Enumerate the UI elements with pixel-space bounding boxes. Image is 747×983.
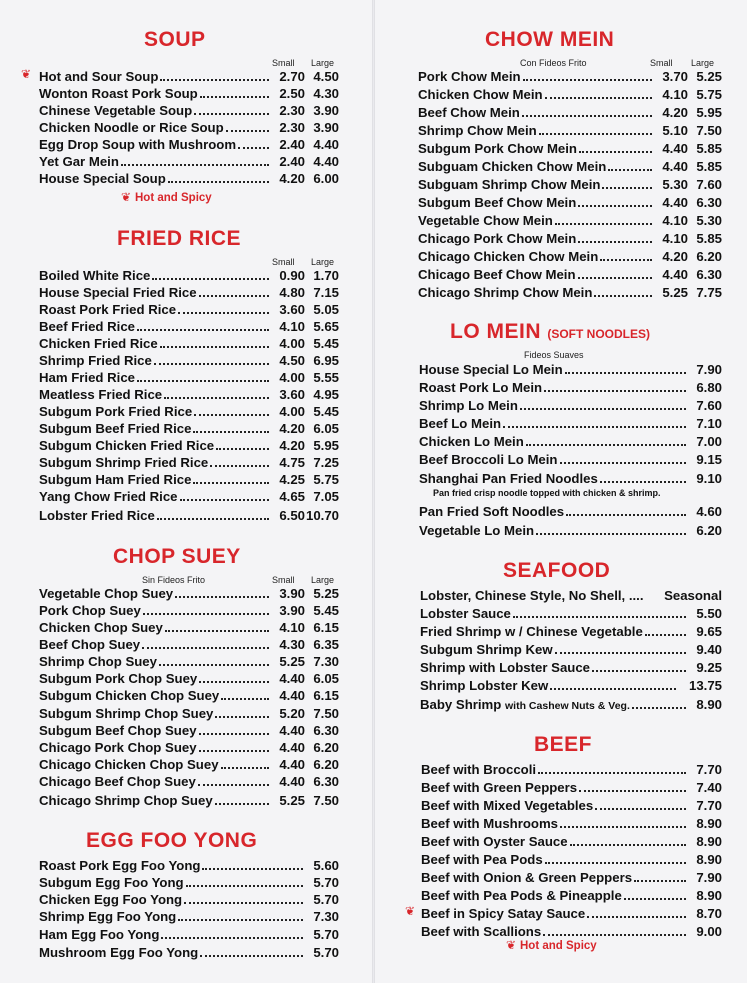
menu-item: Boiled White Rice 0.90 1.70 xyxy=(39,268,339,283)
menu-item: Shrimp Lobster Kew 13.75 xyxy=(420,678,722,693)
menu-item: Lobster Sauce 5.50 xyxy=(420,606,722,621)
menu-item: Subgum Beef Chop Suey 4.40 6.30 xyxy=(39,723,339,738)
menu-item: Shrimp Chop Suey 5.25 7.30 xyxy=(39,654,339,669)
menu-item: Chicken Chow Mein 4.10 5.75 xyxy=(418,87,722,102)
menu-item: Chicago Chicken Chow Mein 4.20 6.20 xyxy=(418,249,722,264)
fried-rice-title: FRIED RICE xyxy=(117,227,242,250)
menu-item: Beef with Mixed Vegetables 7.70 xyxy=(421,798,722,813)
menu-item: Baby Shrimp with Cashew Nuts & Veg. 8.90 xyxy=(420,697,722,712)
menu-item: Meatless Fried Rice 3.60 4.95 xyxy=(39,387,339,402)
page-fold xyxy=(372,0,375,983)
menu-item: Beef Fried Rice 4.10 5.65 xyxy=(39,319,339,334)
chop-suey-subtitle: Sin Fideos Frito xyxy=(142,575,206,585)
menu-item: Beef with Pea Pods & Pineapple 8.90 xyxy=(421,888,722,903)
menu-item: Chicken Noodle or Rice Soup 2.30 3.90 xyxy=(39,120,339,135)
menu-item: Beef with Green Peppers 7.40 xyxy=(421,780,722,795)
menu-item: Egg Drop Soup with Mushroom 2.40 4.40 xyxy=(39,137,339,152)
menu-item: Pork Chop Suey 3.90 5.45 xyxy=(39,603,339,618)
menu-item: Shrimp Chow Mein 5.10 7.50 xyxy=(418,123,722,138)
menu-item: Subgum Chicken Chop Suey 4.40 6.15 xyxy=(39,688,339,703)
menu-item: Shrimp Lo Mein 7.60 xyxy=(419,398,722,413)
menu-item: Hot and Sour Soup 2.70 4.50 xyxy=(39,69,339,84)
soup-title: SOUP xyxy=(144,28,206,51)
chow-mein-small-label: Small xyxy=(650,58,673,68)
chili-pepper-icon: ❦ xyxy=(121,190,132,204)
spicy-legend: Hot and Spicy xyxy=(520,940,597,952)
chop-suey-large-label: Large xyxy=(311,575,335,585)
menu-item: Subguam Shrimp Chow Mein 5.30 7.60 xyxy=(418,177,722,192)
menu-item: Beef Broccoli Lo Mein 9.15 xyxy=(419,452,722,467)
menu-item: Chicken Chop Suey 4.10 6.15 xyxy=(39,620,339,635)
spicy-legend: Hot and Spicy xyxy=(135,192,212,204)
menu-item: Roast Pork Egg Foo Yong 5.60 xyxy=(39,858,339,873)
chow-mein-subtitle: Con Fideos Frito xyxy=(520,58,587,68)
menu-item: Vegetable Chow Mein 4.10 5.30 xyxy=(418,213,722,228)
fried-rice-small-label: Small xyxy=(272,257,295,267)
chow-mein-large-label: Large xyxy=(691,58,715,68)
egg-foo-yong-title: EGG FOO YONG xyxy=(86,829,258,852)
menu-item: Chicago Shrimp Chow Mein 5.25 7.75 xyxy=(418,285,722,300)
menu-item: Shrimp with Lobster Sauce 9.25 xyxy=(420,660,722,675)
menu-item: House Special Soup 4.20 6.00 xyxy=(39,171,339,186)
chow-mein-title: CHOW MEIN xyxy=(485,28,615,51)
menu-item: Fried Shrimp w / Chinese Vegetable 9.65 xyxy=(420,624,722,639)
menu-item: Subgum Egg Foo Yong 5.70 xyxy=(39,875,339,890)
menu-item: Yet Gar Mein 2.40 4.40 xyxy=(39,154,339,169)
menu-item: Chinese Vegetable Soup 2.30 3.90 xyxy=(39,103,339,118)
menu-item: Subgum Shrimp Chop Suey 5.20 7.50 xyxy=(39,706,339,721)
chili-pepper-icon: ❦ xyxy=(506,938,517,952)
menu-item: Shrimp Egg Foo Yong 7.30 xyxy=(39,909,339,924)
menu-item: Yang Chow Fried Rice 4.65 7.05 xyxy=(39,489,339,504)
menu-item: Subgum Beef Fried Rice 4.20 6.05 xyxy=(39,421,339,436)
menu-item: Roast Pork Fried Rice 3.60 5.05 xyxy=(39,302,339,317)
menu-item: Beef with Broccoli 7.70 xyxy=(421,762,722,777)
menu-item: Beef with Pea Pods 8.90 xyxy=(421,852,722,867)
lo-mein-title: LO MEIN (SOFT NOODLES) xyxy=(450,320,651,343)
soup-small-label: Small xyxy=(272,58,295,68)
seafood-title: SEAFOOD xyxy=(503,559,611,582)
menu-item: Mushroom Egg Foo Yong 5.70 xyxy=(39,945,339,960)
menu-item: House Special Fried Rice 4.80 7.15 xyxy=(39,285,339,300)
menu-item: Subguam Chicken Chow Mein 4.40 5.85 xyxy=(418,159,722,174)
menu-item: Chicken Egg Foo Yong 5.70 xyxy=(39,892,339,907)
menu-item: Beef with Oyster Sauce 8.90 xyxy=(421,834,722,849)
menu-item: Ham Fried Rice 4.00 5.55 xyxy=(39,370,339,385)
menu-item: Subgum Pork Fried Rice 4.00 5.45 xyxy=(39,404,339,419)
chop-suey-small-label: Small xyxy=(272,575,295,585)
menu-item: Wonton Roast Pork Soup 2.50 4.30 xyxy=(39,86,339,101)
menu-item: Pan Fried Soft Noodles 4.60 xyxy=(419,504,722,519)
fried-rice-large-label: Large xyxy=(311,257,335,267)
menu-item: Subgum Pork Chow Mein 4.40 5.85 xyxy=(418,141,722,156)
menu-item: Chicago Beef Chow Mein 4.40 6.30 xyxy=(418,267,722,282)
menu-item: Shrimp Fried Rice 4.50 6.95 xyxy=(39,353,339,368)
menu-item: House Special Lo Mein 7.90 xyxy=(419,362,722,377)
menu-item: Beef with Onion & Green Peppers 7.90 xyxy=(421,870,722,885)
menu-item: Subgum Shrimp Fried Rice 4.75 7.25 xyxy=(39,455,339,470)
menu-item: Subgum Shrimp Kew 9.40 xyxy=(420,642,722,657)
menu-item: Chicago Pork Chow Mein 4.10 5.85 xyxy=(418,231,722,246)
menu-item: Chicago Shrimp Chop Suey 5.25 7.50 xyxy=(39,793,339,808)
menu-item: Subgum Ham Fried Rice 4.25 5.75 xyxy=(39,472,339,487)
lo-mein-subtitle: Fideos Suaves xyxy=(524,350,584,360)
menu-item: Lobster, Chinese Style, No Shell, .... Seasonal xyxy=(420,588,722,603)
menu-item: Beef Lo Mein 7.10 xyxy=(419,416,722,431)
menu-item: Beef Chow Mein 4.20 5.95 xyxy=(418,105,722,120)
menu-item: Chicago Beef Chop Suey 4.40 6.30 xyxy=(39,774,339,789)
beef-title: BEEF xyxy=(534,733,593,756)
shanghai-noodles-note: Pan fried crisp noodle topped with chicken & shrimp. xyxy=(433,488,661,498)
menu-item: Chicago Chicken Chop Suey 4.40 6.20 xyxy=(39,757,339,772)
menu-item: Subgum Chicken Fried Rice 4.20 5.95 xyxy=(39,438,339,453)
chili-pepper-icon: ❦ xyxy=(405,904,416,918)
chop-suey-title: CHOP SUEY xyxy=(113,545,241,568)
menu-item: Beef Chop Suey 4.30 6.35 xyxy=(39,637,339,652)
menu-item: Chicken Lo Mein 7.00 xyxy=(419,434,722,449)
menu-item: Beef with Scallions 9.00 xyxy=(421,924,722,939)
menu-item: Subgum Pork Chop Suey 4.40 6.05 xyxy=(39,671,339,686)
menu-item: Vegetable Chop Suey 3.90 5.25 xyxy=(39,586,339,601)
chili-pepper-icon: ❦ xyxy=(21,67,32,81)
menu-item: Lobster Fried Rice 6.50 10.70 xyxy=(39,508,339,523)
menu-item: Subgum Beef Chow Mein 4.40 6.30 xyxy=(418,195,722,210)
menu-item: Ham Egg Foo Yong 5.70 xyxy=(39,927,339,942)
soup-large-label: Large xyxy=(311,58,335,68)
menu-item: Pork Chow Mein 3.70 5.25 xyxy=(418,69,722,84)
menu-item: Roast Pork Lo Mein 6.80 xyxy=(419,380,722,395)
menu-item: Shanghai Pan Fried Noodles 9.10 xyxy=(419,471,722,486)
menu-item: Beef with Mushrooms 8.90 xyxy=(421,816,722,831)
menu-item: Beef in Spicy Satay Sauce 8.70 xyxy=(421,906,722,921)
menu-item: Chicken Fried Rice 4.00 5.45 xyxy=(39,336,339,351)
menu-item: Vegetable Lo Mein 6.20 xyxy=(419,523,722,538)
menu-item: Chicago Pork Chop Suey 4.40 6.20 xyxy=(39,740,339,755)
